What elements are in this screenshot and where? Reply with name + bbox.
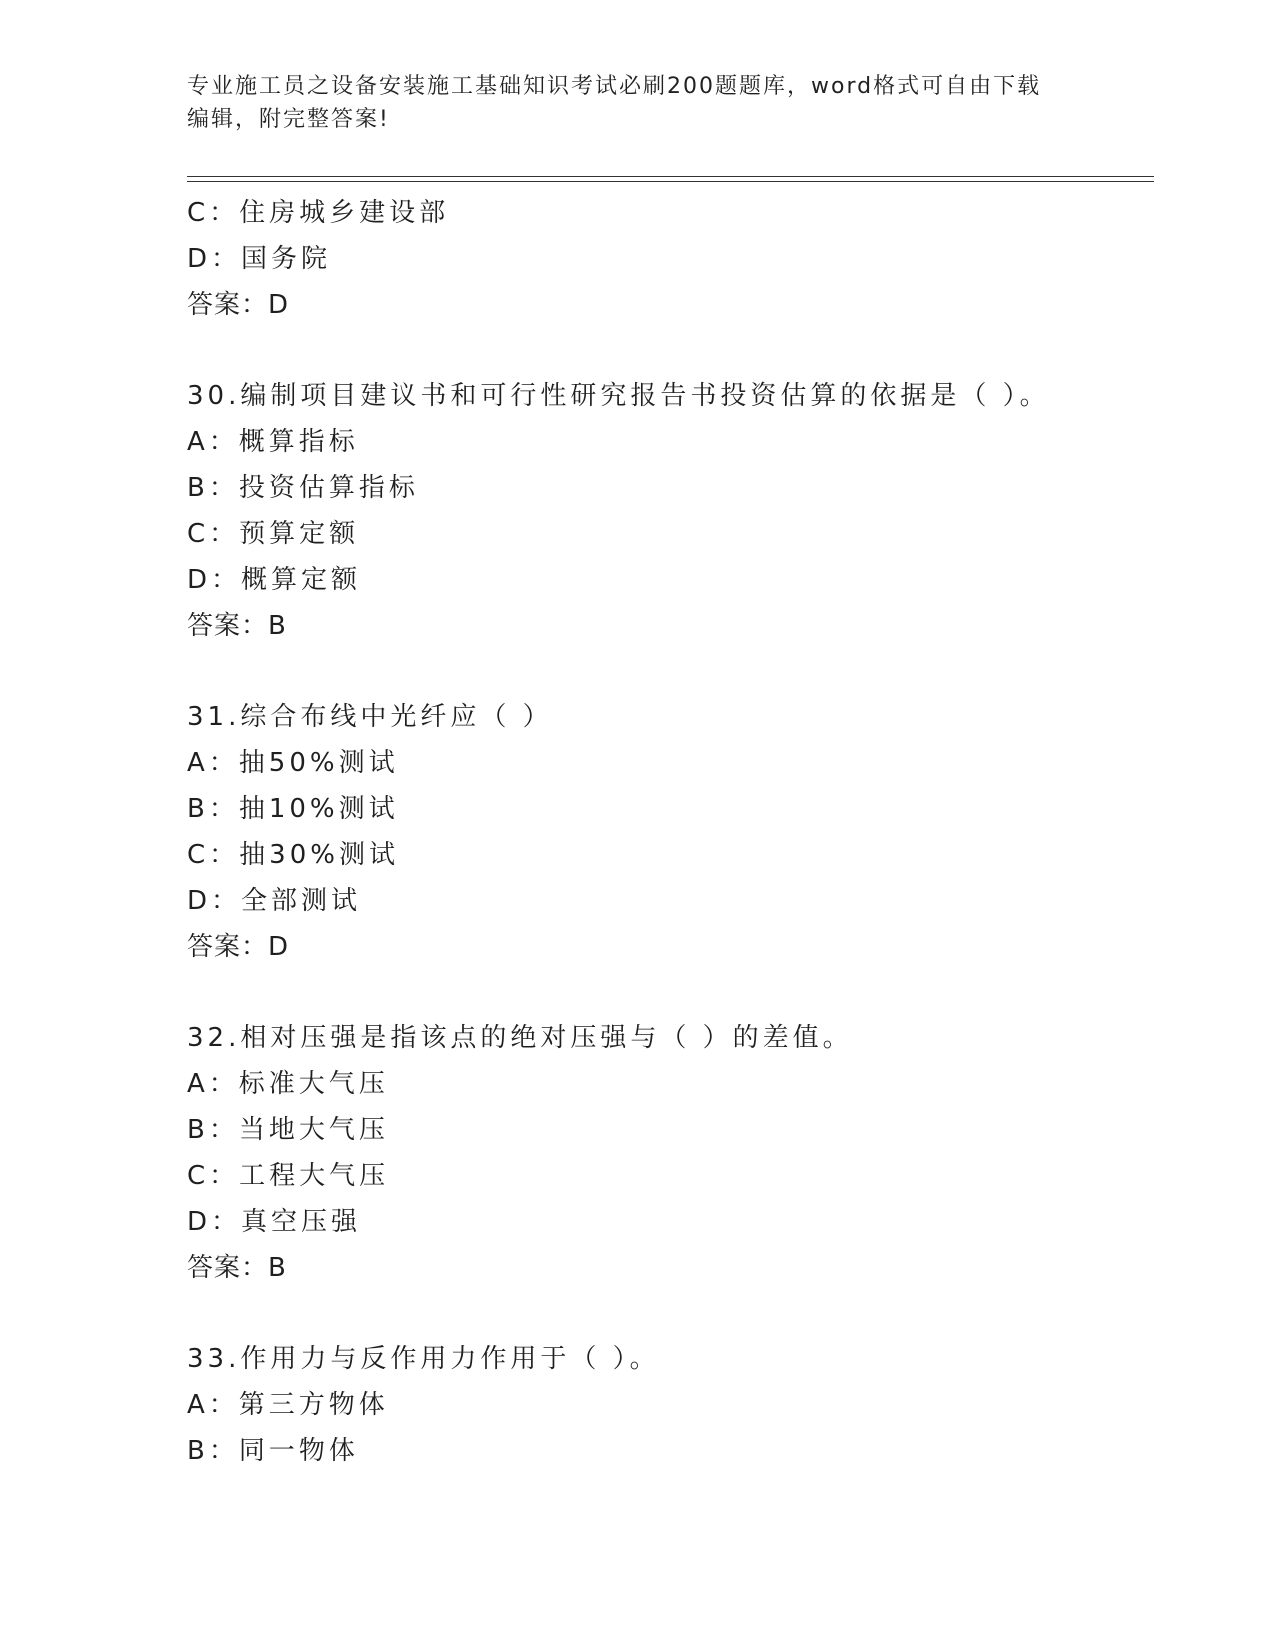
header-divider-top <box>187 176 1154 177</box>
spacer <box>187 970 1147 1015</box>
option-d: D：全部测试 <box>187 886 362 916</box>
question-list <box>187 190 1147 1474</box>
question-stem: 31.综合布线中光纤应（ ） <box>187 702 553 732</box>
header-divider-bottom <box>187 181 1154 182</box>
option-d: D：概算定额 <box>187 565 362 595</box>
option-c: C：住房城乡建设部 <box>187 198 450 228</box>
question-block-33 <box>187 1336 1147 1474</box>
question-stem: 30.编制项目建议书和可行性研究报告书投资估算的依据是（ ）。 <box>187 381 1050 411</box>
question-block-partial <box>187 190 1147 328</box>
option-d: D：真空压强 <box>187 1207 362 1237</box>
option-a: A：抽50%测试 <box>187 748 399 778</box>
answer-line: 答案：B <box>187 611 287 641</box>
option-c: C：预算定额 <box>187 519 360 549</box>
option-b: B：当地大气压 <box>187 1115 389 1145</box>
answer-line: 答案：B <box>187 1253 287 1283</box>
question-block-32 <box>187 1015 1147 1291</box>
spacer <box>187 649 1147 694</box>
spacer <box>187 328 1147 373</box>
document-header <box>187 70 1087 136</box>
header-line-2: 编辑，附完整答案! <box>187 107 390 132</box>
option-b: B：抽10%测试 <box>187 794 399 824</box>
option-a: A：概算指标 <box>187 427 359 457</box>
answer-line: 答案：D <box>187 290 290 320</box>
question-stem: 33.作用力与反作用力作用于（ ）。 <box>187 1344 660 1374</box>
option-b: B：投资估算指标 <box>187 473 419 503</box>
header-line-1: 专业施工员之设备安装施工基础知识考试必刷200题题库，word格式可自由下载 <box>187 74 1042 99</box>
question-block-30 <box>187 373 1147 649</box>
option-c: C：抽30%测试 <box>187 840 399 870</box>
option-a: A：标准大气压 <box>187 1069 389 1099</box>
option-c: C：工程大气压 <box>187 1161 390 1191</box>
spacer <box>187 1291 1147 1336</box>
option-a: A：第三方物体 <box>187 1390 389 1420</box>
option-d: D：国务院 <box>187 244 332 274</box>
option-b: B：同一物体 <box>187 1436 359 1466</box>
question-stem: 32.相对压强是指该点的绝对压强与（ ）的差值。 <box>187 1023 853 1053</box>
answer-line: 答案：D <box>187 932 290 962</box>
question-block-31 <box>187 694 1147 970</box>
